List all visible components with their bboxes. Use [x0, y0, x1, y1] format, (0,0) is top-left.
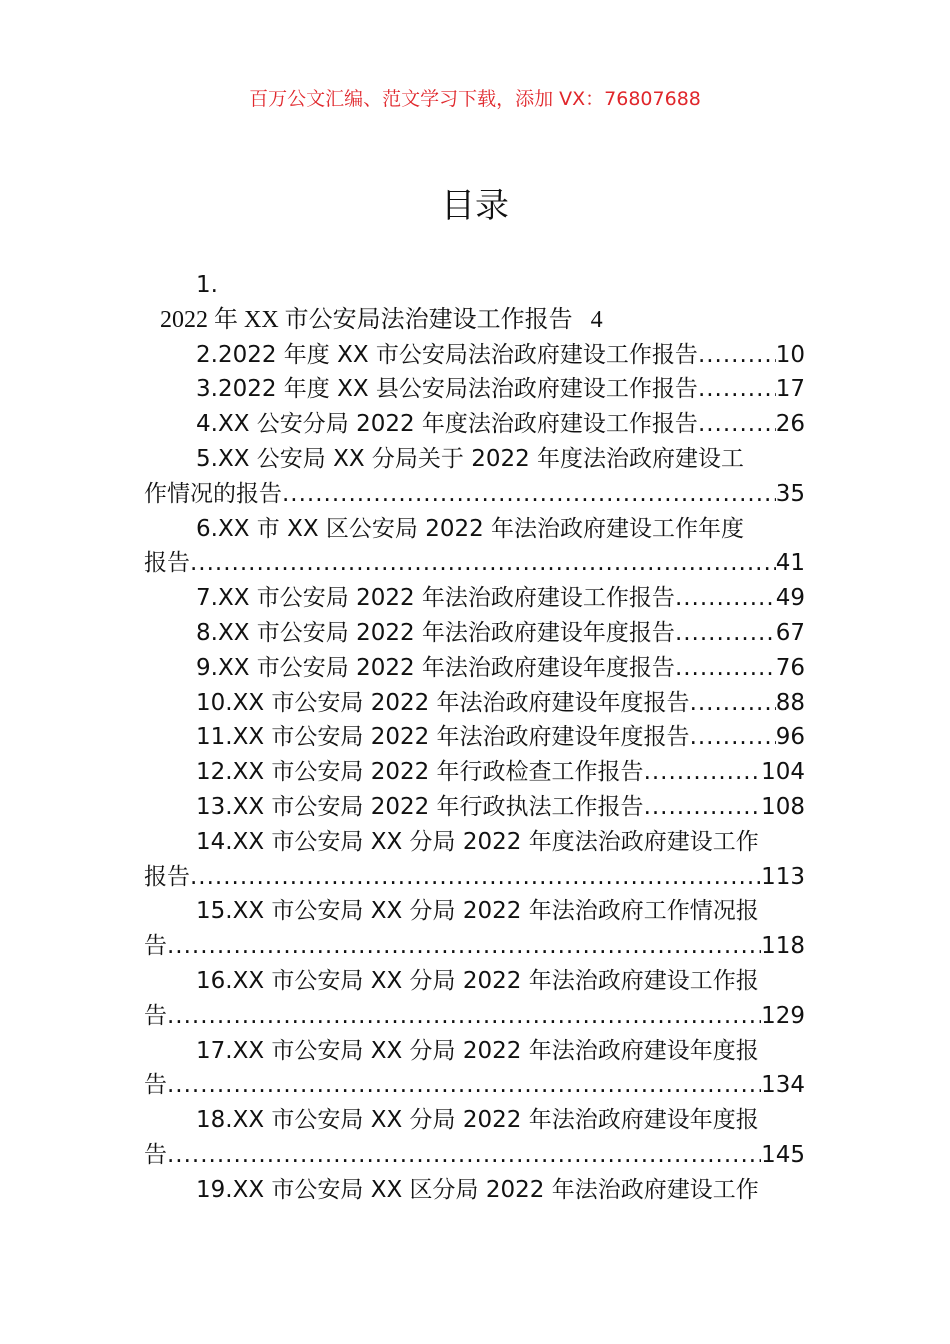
dot-leader — [167, 1068, 761, 1103]
dot-leader — [282, 477, 776, 512]
toc-entry[interactable] — [144, 1138, 805, 1173]
entry-title: 2022 年 XX 市公安局法治建设工作报告 — [160, 306, 573, 333]
toc-entry[interactable] — [144, 825, 805, 860]
toc-entry[interactable] — [144, 929, 805, 964]
entry-title-continued: 报告 — [144, 550, 190, 577]
entry-title: 9.XX 市公安局 2022 年法治政府建设年度报告 — [196, 654, 675, 681]
dot-leader — [190, 546, 776, 581]
entry-page: 113 — [761, 863, 805, 890]
entry-page: 17 — [775, 376, 805, 403]
entry-page: 118 — [761, 933, 805, 960]
toc-entry[interactable] — [144, 372, 805, 407]
entry-page: 26 — [775, 411, 805, 438]
entry-page: 88 — [775, 689, 805, 716]
entry-page: 35 — [775, 480, 805, 507]
toc-entry[interactable] — [144, 1103, 805, 1138]
dot-leader — [698, 372, 776, 407]
toc-entry[interactable] — [144, 720, 805, 755]
entry-title-continued: 告 — [144, 1141, 167, 1168]
toc-entry[interactable] — [144, 860, 805, 895]
watermark-banner: 百万公文汇编、范文学习下载，添加 VX：76807688 — [249, 88, 701, 110]
dot-leader — [698, 407, 776, 442]
toc-entry[interactable] — [144, 894, 805, 929]
entry-title: 14.XX 市公安局 XX 分局 2022 年度法治政府建设工作 — [196, 828, 759, 855]
page-title: 目录 — [441, 186, 509, 226]
entry-title: 13.XX 市公安局 2022 年行政执法工作报告 — [196, 793, 644, 820]
entry-title: 7.XX 市公安局 2022 年法治政府建设工作报告 — [196, 585, 675, 612]
dot-leader — [690, 720, 776, 755]
entry-page: 41 — [775, 550, 805, 577]
entry-number: 1. — [196, 272, 218, 298]
entry-page: 96 — [775, 724, 805, 751]
toc-entry[interactable] — [144, 616, 805, 651]
entry-page: 108 — [761, 793, 805, 820]
dot-leader — [167, 929, 761, 964]
toc-entry[interactable] — [144, 755, 805, 790]
entry-title: 15.XX 市公安局 XX 分局 2022 年法治政府工作情况报 — [196, 898, 759, 925]
dot-leader — [167, 999, 761, 1034]
entry-page: 145 — [761, 1141, 805, 1168]
entry-page: 49 — [775, 585, 805, 612]
toc-entry[interactable] — [144, 651, 805, 686]
toc-entry[interactable] — [144, 1034, 805, 1069]
entry-title: 8.XX 市公安局 2022 年法治政府建设年度报告 — [196, 619, 675, 646]
entry-title-continued: 告 — [144, 933, 167, 960]
entry-title: 12.XX 市公安局 2022 年行政检查工作报告 — [196, 759, 644, 786]
toc-entry[interactable] — [144, 338, 805, 373]
entry-page: 134 — [761, 1072, 805, 1099]
toc-entry[interactable] — [144, 477, 805, 512]
entry-title: 16.XX 市公安局 XX 分局 2022 年法治政府建设工作报 — [196, 967, 759, 994]
entry-title: 11.XX 市公安局 2022 年法治政府建设年度报告 — [196, 724, 690, 751]
entry-title: 4.XX 公安分局 2022 年度法治政府建设工作报告 — [196, 411, 698, 438]
dot-leader — [190, 860, 761, 895]
dot-leader — [698, 338, 776, 373]
toc-entry[interactable] — [144, 790, 805, 825]
entry-page: 67 — [775, 619, 805, 646]
entry-title-continued: 告 — [144, 1072, 167, 1099]
toc-entry[interactable] — [144, 1173, 805, 1208]
toc-entry[interactable] — [144, 686, 805, 721]
dot-leader — [644, 755, 762, 790]
toc-entry-number[interactable] — [144, 268, 805, 303]
toc-entry[interactable] — [144, 1068, 805, 1103]
entry-page: 10 — [775, 341, 805, 368]
entry-title: 3.2022 年度 XX 县公安局法治政府建设工作报告 — [196, 376, 698, 403]
entry-title: 18.XX 市公安局 XX 分局 2022 年法治政府建设年度报 — [196, 1107, 759, 1134]
toc-entry[interactable] — [144, 407, 805, 442]
entry-title-continued: 告 — [144, 1002, 167, 1029]
toc-entry[interactable] — [144, 581, 805, 616]
table-of-contents — [144, 268, 805, 1208]
entry-title-continued: 报告 — [144, 863, 190, 890]
dot-leader — [690, 686, 776, 721]
toc-entry[interactable] — [144, 512, 805, 547]
dot-leader — [675, 581, 776, 616]
entry-title: 5.XX 公安局 XX 分局关于 2022 年度法治政府建设工 — [196, 445, 745, 472]
dot-leader — [675, 651, 776, 686]
entry-title: 2.2022 年度 XX 市公安局法治政府建设工作报告 — [196, 341, 698, 368]
dot-leader — [644, 790, 762, 825]
toc-entry[interactable] — [144, 999, 805, 1034]
dot-leader — [675, 616, 776, 651]
toc-entry[interactable] — [144, 303, 805, 338]
toc-entry[interactable] — [144, 546, 805, 581]
entry-page: 4 — [590, 306, 603, 333]
entry-title: 17.XX 市公安局 XX 分局 2022 年法治政府建设年度报 — [196, 1037, 759, 1064]
entry-page: 129 — [761, 1002, 805, 1029]
dot-leader — [167, 1138, 761, 1173]
toc-entry[interactable] — [144, 442, 805, 477]
entry-title-continued: 作情况的报告 — [144, 480, 282, 507]
entry-page: 76 — [775, 654, 805, 681]
entry-title: 19.XX 市公安局 XX 区分局 2022 年法治政府建设工作 — [196, 1176, 759, 1203]
entry-title: 6.XX 市 XX 区公安局 2022 年法治政府建设工作年度 — [196, 515, 745, 542]
toc-entry[interactable] — [144, 964, 805, 999]
entry-page: 104 — [761, 759, 805, 786]
entry-title: 10.XX 市公安局 2022 年法治政府建设年度报告 — [196, 689, 690, 716]
